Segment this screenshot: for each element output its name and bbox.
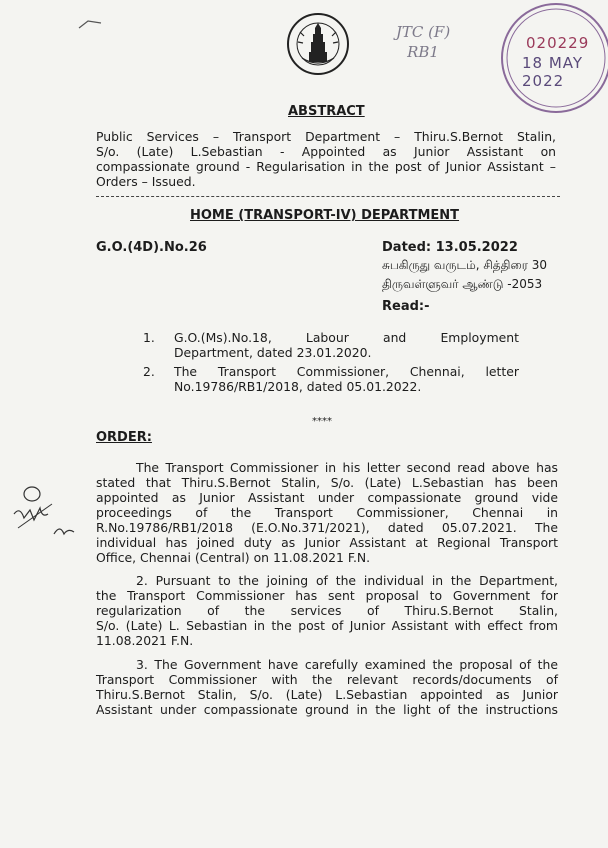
body-line: Thiru.S.Bernot Stalin, S/o. (Late) L.Sebastian appointed as Junior: [96, 687, 558, 702]
abstract-line: compassionate ground - Regularisation in the post of Junior Assistant –: [96, 159, 556, 174]
handwritten-initials: [392, 22, 454, 72]
body-line: 3. The Government have carefully examined the proposal of the: [136, 657, 558, 672]
go-number: G.O.(4D).No.26: [96, 240, 207, 255]
abstract-line: Public Services – Transport Department – Thiru.S.Bernot Stalin,: [96, 129, 556, 144]
paragraph-2: [96, 573, 558, 648]
initial-line: JTC (F): [395, 23, 451, 41]
body-line: The Transport Commissioner in his letter second read above has: [136, 460, 558, 475]
tamil-date-thiruvalluvar: திருவள்ளுவர் ஆண்டு -2053: [382, 277, 543, 291]
department-heading: HOME (TRANSPORT-IV) DEPARTMENT: [190, 208, 460, 223]
order-body: [96, 460, 558, 717]
abstract-body: [96, 129, 556, 189]
tick-mark-icon: [78, 18, 102, 32]
initial-line: RB1: [407, 43, 439, 61]
body-line: 11.08.2021 F.N.: [96, 633, 194, 648]
body-line: regularization of the services of Thiru.S.Bernot Stalin,: [96, 603, 558, 618]
body-line: appointed as Junior Assistant under compassionate ground vide: [96, 490, 558, 505]
reference-list: [143, 330, 519, 394]
body-line: S/o. (Late) L. Sebastian in the post of Junior Assistant with effect from: [96, 618, 558, 633]
body-line: individual has joined duty as Junior Assistant at Regional Transport: [96, 535, 558, 550]
body-line: proceedings of the Transport Commissioner, Chennai in: [96, 505, 558, 520]
tamil-date-year: சுபகிருது வருடம், சித்திரை 30: [382, 258, 548, 272]
read-label: Read:-: [382, 299, 430, 314]
body-line: the Transport Commissioner has sent proposal to Government for: [96, 588, 558, 603]
handwritten-margin-note: [12, 484, 82, 544]
emblem-icon: [286, 12, 350, 76]
body-line: stated that Thiru.S.Bernot Stalin, S/o. (Late) L.Sebastian has been: [96, 475, 558, 490]
order-title: ORDER:: [96, 430, 152, 445]
reference-number: 1.: [143, 330, 155, 345]
reference-text: Department, dated 23.01.2020.: [174, 345, 372, 360]
abstract-title: ABSTRACT: [288, 104, 365, 119]
reference-text: No.19786/RB1/2018, dated 05.01.2022.: [174, 379, 422, 394]
abstract-line: S/o. (Late) L.Sebastian - Appointed as Junior Assistant on: [96, 144, 556, 159]
go-date: Dated: 13.05.2022: [382, 240, 518, 255]
stamp-number: 020229: [526, 34, 590, 52]
dashed-divider: [96, 196, 560, 197]
section-separator: ****: [312, 416, 332, 427]
body-line: R.No.19786/RB1/2018 (E.O.No.371/2021), dated 05.07.2021. The: [96, 520, 558, 535]
body-line: Transport Commissioner with the relevant records/documents of: [96, 672, 558, 687]
abstract-line: Orders – Issued.: [96, 174, 196, 189]
reference-text: The Transport Commissioner, Chennai, letter: [174, 364, 519, 379]
reference-number: 2.: [143, 364, 155, 379]
reference-item: [143, 364, 519, 394]
reference-text: G.O.(Ms).No.18, Labour and Employment: [174, 330, 519, 345]
margin-note-icon: [12, 484, 82, 544]
paragraph-1: [96, 460, 558, 565]
reference-item: [143, 330, 519, 360]
paragraph-3: [96, 657, 558, 717]
body-line: 2. Pursuant to the joining of the individual in the Department,: [136, 573, 558, 588]
government-emblem: [286, 12, 350, 76]
body-line: Office, Chennai (Central) on 11.08.2021 F.N.: [96, 550, 371, 565]
stamp-date: 18 MAY 2022: [522, 54, 584, 90]
body-line: Assistant under compassionate ground in the light of the instructions: [96, 702, 558, 717]
